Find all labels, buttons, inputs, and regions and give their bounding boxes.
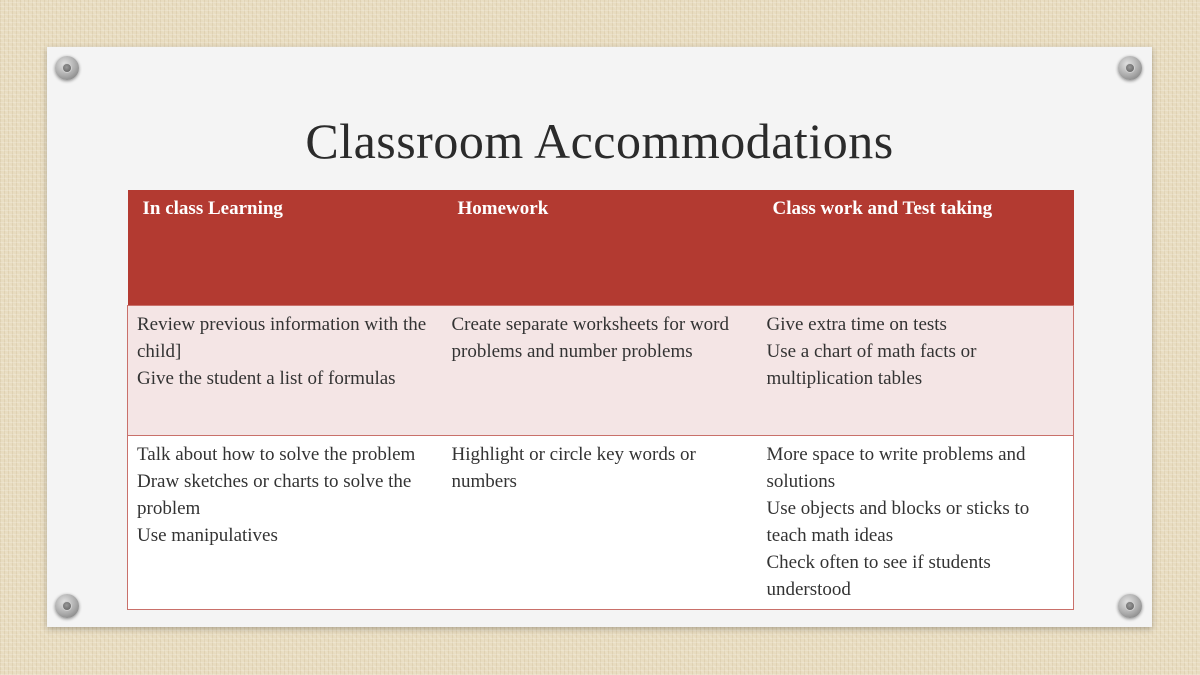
- header-class-work-test-taking: Class work and Test taking: [758, 190, 1074, 305]
- table-cell: [758, 435, 1074, 609]
- header-homework: Homework: [443, 190, 758, 305]
- pushpin-icon: [1118, 56, 1142, 80]
- table-cell: [443, 435, 758, 609]
- pushpin-icon: [1118, 594, 1142, 618]
- table-cell: [128, 305, 443, 435]
- header-in-class-learning: In class Learning: [128, 190, 443, 305]
- cell-text: Use manipulatives: [137, 524, 278, 546]
- cell-text: More space to write problems and solutions: [766, 443, 1026, 492]
- table-cell: [758, 305, 1074, 435]
- cell-text: Highlight or circle key words or numbers: [451, 443, 696, 492]
- table-row: [128, 435, 1074, 609]
- slide-card: [47, 47, 1152, 627]
- pushpin-icon: [55, 594, 79, 618]
- cell-text: Use objects and blocks or sticks to teach math ideas: [766, 497, 1030, 546]
- table-header-row: [128, 190, 1074, 305]
- cell-text: Talk about how to solve the problem: [137, 443, 416, 465]
- cell-text: Review previous information with the child]: [137, 313, 427, 362]
- pushpin-icon: [55, 56, 79, 80]
- cell-text: Use a chart of math facts or multiplication tables: [766, 340, 977, 389]
- cell-text: Draw sketches or charts to solve the problem: [137, 470, 412, 519]
- table-cell: [128, 435, 443, 609]
- table-row: [128, 305, 1074, 435]
- table-cell: [443, 305, 758, 435]
- cell-text: Give the student a list of formulas: [137, 367, 396, 389]
- cell-text: Create separate worksheets for word problems and number problems: [451, 313, 729, 362]
- cell-text: Give extra time on tests: [766, 313, 947, 335]
- slide-title: Classroom Accommodations: [305, 113, 894, 169]
- cell-text: Check often to see if students understood: [766, 551, 991, 600]
- accommodations-table: [127, 190, 1074, 610]
